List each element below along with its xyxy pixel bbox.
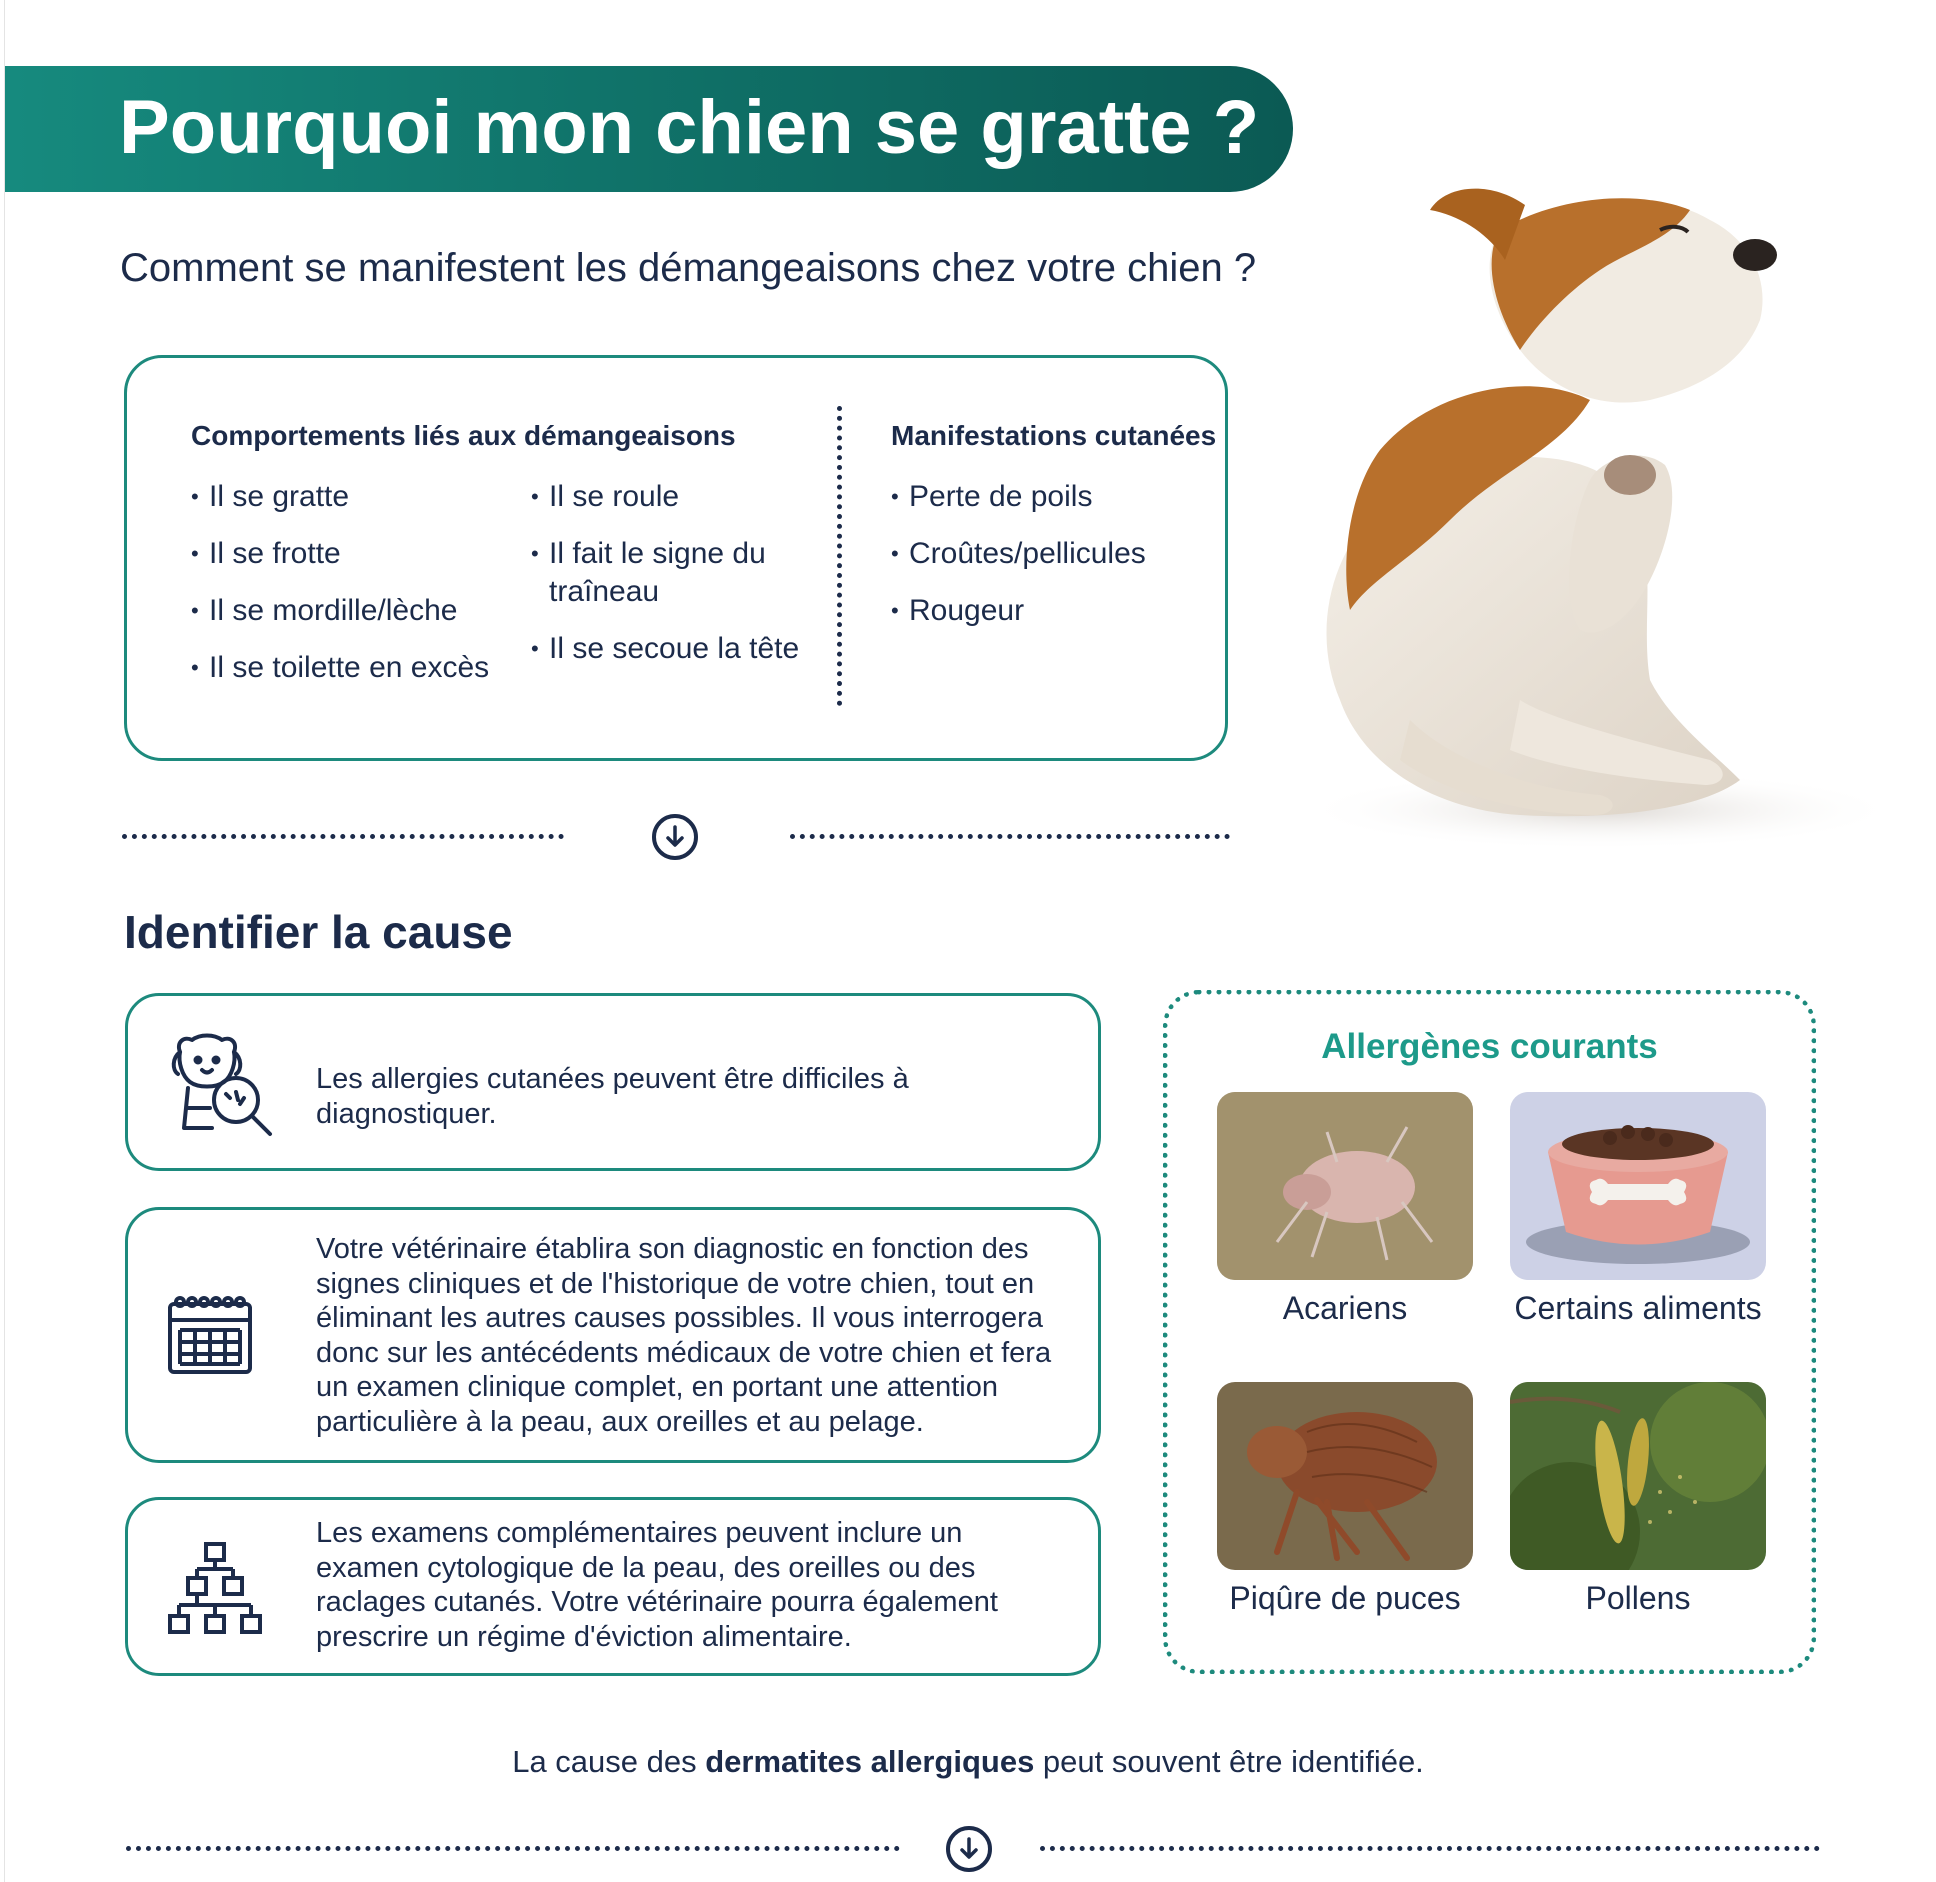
behaviors-heading: Comportements liés aux démangeaisons	[191, 420, 736, 451]
allergen-label: Pollens	[1585, 1580, 1691, 1616]
calendar-icon	[166, 1294, 254, 1376]
page-title: Pourquoi mon chien se gratte ?	[119, 85, 1260, 170]
skin-heading: Manifestations cutanées	[891, 420, 1217, 451]
divider-dots-right-bottom	[1040, 1846, 1820, 1851]
flowchart-icon	[166, 1540, 266, 1638]
behaviors-list-1	[191, 478, 511, 706]
flea-image	[1217, 1382, 1473, 1570]
list-item: • Il se gratte	[191, 478, 511, 516]
cause-card-diagnosis	[125, 993, 1101, 1171]
dog-magnifier-icon	[166, 1032, 276, 1138]
symptoms-box	[124, 355, 1228, 761]
cause-text: Les examens complémentaires peuvent inclure un examen cytologique de la peau, des oreilles ou des raclages cutanés. Votre vétérinaire pourra également prescrire un régime d'éviction alimentaire.	[316, 1517, 998, 1653]
cause-card-tests	[125, 1497, 1101, 1676]
conclusion-before: La cause des	[512, 1744, 706, 1779]
food-bowl-image	[1510, 1092, 1766, 1280]
list-item: • Il se frotte	[191, 535, 511, 573]
allergen-label: Piqûre de puces	[1229, 1580, 1461, 1616]
pollen-image	[1510, 1382, 1766, 1570]
list-item: • Rougeur	[891, 592, 1191, 630]
skin-list	[891, 478, 1191, 649]
allergens-title: Allergènes courants	[1321, 1027, 1658, 1066]
allergen-label: Acariens	[1282, 1290, 1408, 1326]
list-item: • Croûtes/pellicules	[891, 535, 1191, 573]
conclusion-bold: dermatites allergiques	[705, 1744, 1035, 1779]
page-edge-rule	[4, 0, 5, 1882]
list-item: • Il se secoue la tête	[531, 630, 801, 668]
cause-text: Votre vétérinaire établira son diagnostic en fonction des signes cliniques et de l'historique de votre chien, tout en éliminant les autres causes possibles. Il vous interrogera donc sur les antécédents médicaux de votre chien et fera un examen clinique complet, en portant une attention particulière à la peau, aux oreilles et au pelage.	[316, 1233, 1052, 1438]
allergen-pollen	[1510, 1382, 1766, 1617]
divider-dots-left	[122, 834, 564, 839]
page-subtitle: Comment se manifestent les démangeaisons chez votre chien ?	[120, 246, 1257, 290]
column-divider	[837, 406, 842, 706]
list-item: • Il se mordille/lèche	[191, 592, 511, 630]
list-item: • Il fait le signe du traîneau	[531, 535, 801, 611]
arrow-down-icon	[946, 1826, 992, 1872]
arrow-down-icon	[652, 814, 698, 860]
cause-card-exam	[125, 1207, 1101, 1463]
title-banner	[5, 66, 1293, 192]
divider-dots-left-bottom	[126, 1846, 900, 1851]
section-title-identify: Identifier la cause	[124, 906, 513, 958]
mite-image	[1217, 1092, 1473, 1280]
list-item: • Il se roule	[531, 478, 801, 516]
conclusion-after: peut souvent être identifiée.	[1034, 1744, 1424, 1779]
behaviors-list-2	[531, 478, 801, 687]
divider-dots-right	[790, 834, 1230, 839]
list-item: • Perte de poils	[891, 478, 1191, 516]
allergen-label: Certains aliments	[1514, 1290, 1762, 1326]
allergen-food	[1510, 1092, 1766, 1327]
cause-text: Les allergies cutanées peuvent être difficiles à diagnostiquer.	[316, 1063, 909, 1130]
list-item: • Il se toilette en excès	[191, 649, 511, 687]
conclusion-text	[0, 1744, 1936, 1780]
allergens-box	[1163, 990, 1816, 1674]
allergen-fleas	[1217, 1382, 1473, 1617]
allergen-mites	[1217, 1092, 1473, 1327]
scratching-dog-image	[1270, 160, 1910, 860]
